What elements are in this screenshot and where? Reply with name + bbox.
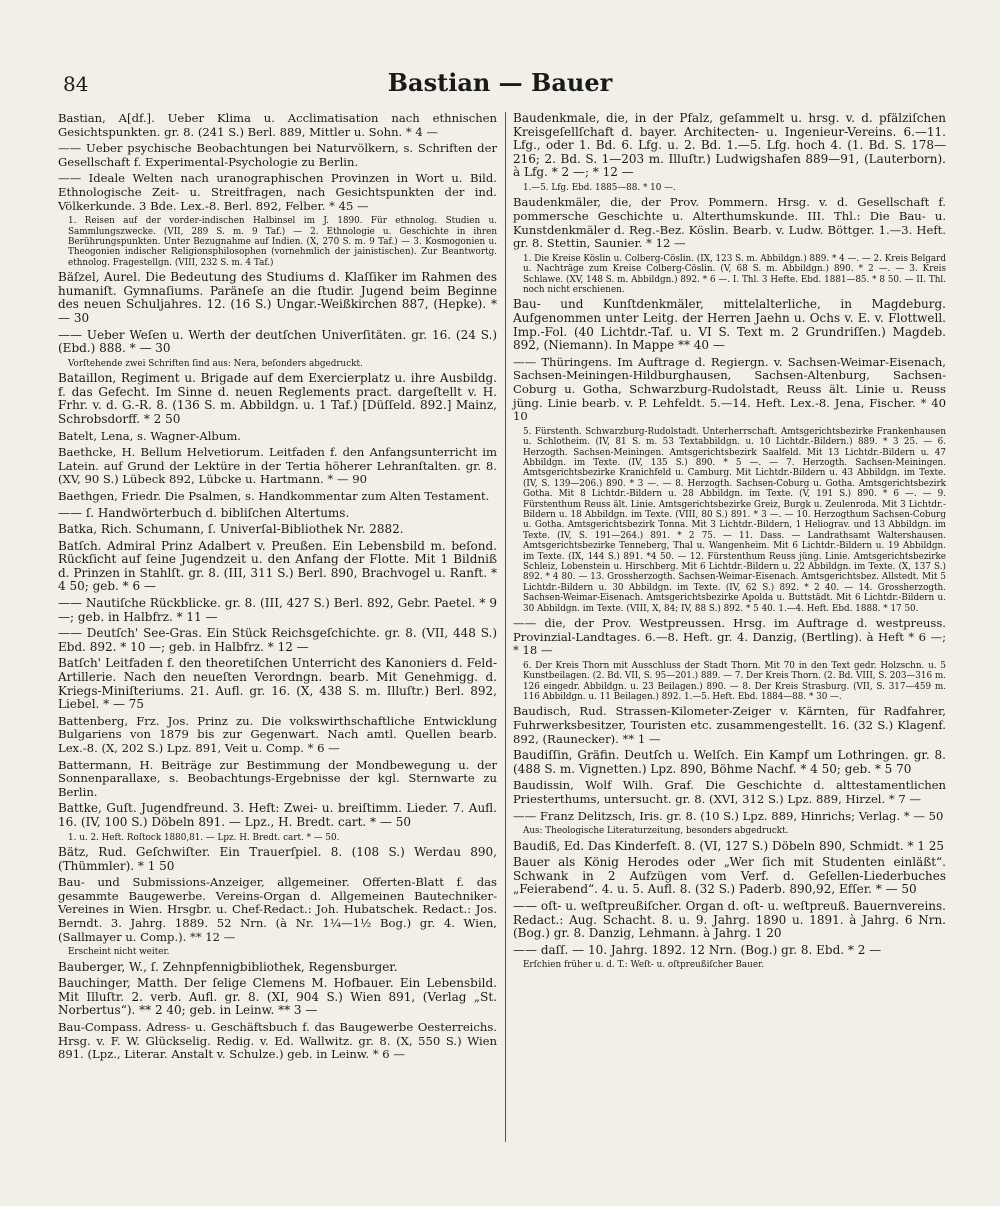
bibliography-entry: —— Franz Delitzsch, Iris. gr. 8. (10 S.) Lpz. 889, Hinrichs; Verlag. * — 50: [513, 808, 944, 823]
bibliography-entry: Bauer als König Herodes oder „Wer ſich mit Studenten einläßt“. Schwank in 2 Aufzügen vom Verf. d. Geſellen-Liederbuches „Feierabend“. 4. u. 5. Aufl. 8. (32 S.) Paderb. 890,92, Efſer. * — 50: [513, 855, 946, 897]
bibliography-entry: Bäſzel, Aurel. Die Bedeutung des Studiums d. Klaſſiker im Rahmen des humaniſt. Gymnaſiums. Paräneſe an die ſtudir. Jugend beim Beginne des neuen Schuljahres. 12. (16 S.) Ungar.-Weißkirchen 887, (Hepke). * — 30: [58, 270, 497, 325]
bibliography-entry: Bau- und Kunſtdenkmäler, mittelalterliche, in Magdeburg. Aufgenommen unter Leitg. der Herren Jaehn u. Ochs v. E. v. Flottwell. Imp.-Fol. (40 Lichtdr.-Taf. u. VI S. Text m. 2 Grundriſſen.) Magdeb. 892, (Niemann). In Mappe ** 40 —: [513, 297, 946, 353]
page-number: 84: [63, 72, 89, 96]
bibliography-entry: Baethcke, H. Bellum Helvetiorum. Leitfaden f. den Anfangsunterricht im Latein. auf Grund der Lektüre in der Tertia höherer Lehranſtalten. gr. 8. (XV, 90 S.) Lübeck 892, Lübcke u. Hartmann. * — 90: [58, 445, 497, 487]
bibliography-entry: Baudenkmale, die, in der Pfalz, geſammelt u. hrsg. v. d. pfälziſchen Kreisgeſellſchaft d. bayer. Architecten- u. Ingenieur-Vereins. 6.—11. Lfg., oder 1. Bd. 6. Lfg. u. 2. Bd. 1.—5. Lfg. hoch 4. (1. Bd. S. 178—216; 2. Bd. S. 1—203 m. Illuſtr.) Ludwigshafen 889—91, (Lauterborn). à Lfg. * 2 —; * 12 —: [513, 111, 946, 180]
bibliography-entry: —— daſſ. — 10. Jahrg. 1892. 12 Nrn. (Bog.) gr. 8. Ebd. * 2 —: [513, 942, 882, 957]
bibliography-entry: Baudiß, Ed. Das Kinderfeſt. 8. (VI, 127 S.) Döbeln 890, Schmidt. * 1 25: [513, 838, 945, 853]
entry-note: 5. Fürstenth. Schwarzburg-Rudolstadt. Unterherrschaft. Amtsgerichtsbezirke Frankenhausen u. Schlotheim. (IV, 81 S. m. 53 Textabbildgn. u. 10 Lichtdr.-Bildern.) 889. * 3 25. — 6. Herzogth. Sachsen-Meiningen. Amtsgerichtsbezirk Saalfeld. Mit 13 Lichtdr.-Bildern u. 47 Abbildgn. im Texte. (IV, 135 S.) 890. * 5 —. — 7. Herzogth. Sachsen-Meiningen. Amtsgerichtsbezirke Kranichfeld u. Camburg. Mit Lichtdr.-Bildern u. 43 Abbildgn. im Texte. (IV, S. 139—206.) 890. * 3 —. — 8. Herzogth. Sachsen-Coburg u. Gotha. Amtsgerichtsbezirk Gotha. Mit 8 Lichtdr.-Bildern u. 28 Abbildgn. im Texte. (V, 191 S.) 890. * 6 —. — 9. Fürstenthum Reuss ält. Linie. Amtsgerichtsbezirke Greiz, Burgk u. Zeulenroda. Mit 3 Lichtdr.-Bildern u. 18 Abbildgn. im Texte. (VIII, 80 S.) 891. * 3 —. — 10. Herzogthum Sachsen-Coburg u. Gotha. Amtsgerichtsbezirk Tonna. Mit 3 Lichtdr.-Bildern, 1 Heliograv. und 13 Abbildgn. im Texte. (IV, S. 191—264.) 891. * 2 75. — 11. Dass. — Landrathsamt Waltershausen. Amtsgerichtsbezirke Tenneberg, Thal u. Wangenheim. Mit 6 Lichtdr.-Bildern u. 19 Abbildgn. im Texte. (IX, 144 S.) 891. *4 50. — 12. Fürstenthum Reuss jüng. Linie. Amtsgerichtsbezirke Schleiz, Lobenstein u. Hirschberg. Mit 6 Lichtdr.-Bildern u. 22 Abbildgn. im Texte. (X, 137 S.) 892. * 4 80. — 13. Grossherzogth. Sachsen-Weimar-Eisenach. Amtsgerichtsbez. Allstedt. Mit 5 Lichtdr.-Bildern u. 30 Abbildgn. im Texte. (IV, 62 S.) 892. * 2 40. — 14. Grossherzogth. Sachsen-Weimar-Eisenach. Amtsgerichtsbezirke Apolda u. Buttstädt. Mit 6 Lichtdr.-Bildern u. 30 Abbildgn. im Texte. (VIII, X, 84; IV, 88 S.) 892. * 5 40. 1.—4. Heft. Ebd. 1888. * 17 50.: [523, 426, 946, 614]
bibliography-entry: Bastian, A[df.]. Ueber Klima u. Acclimatisation nach ethnischen Gesichtspunkten. gr. 8. (241 S.) Berl. 889, Mittler u. Sohn. * 4 —: [58, 111, 497, 139]
bibliography-entry: —— oſt- u. weſtpreußiſcher. Organ d. oſt- u. weſtpreuß. Bauernvereins. Redact.: Aug. Schacht. 8. u. 9. Jahrg. 1890 u. 1891. à Jahrg. 6 Nrn. (Bog.) gr. 8. Danzig, Lehmann. à Jahrg. 1 20: [513, 898, 946, 941]
bibliography-entry: Baudissin, Wolf Wilh. Graf. Die Geschichte d. alttestamentlichen Priesterthums, untersucht. gr. 8. (XVI, 312 S.) Lpz. 889, Hirzel. * 7 —: [513, 778, 946, 806]
entry-note: 6. Der Kreis Thorn mit Ausschluss der Stadt Thorn. Mit 70 in den Text gedr. Holzschn. u. 5 Kunstbeilagen. (2. Bd. VII, S. 95—201.) 889. — 7. Der Kreis Thorn. (2. Bd. VIII, S. 203—316 m. 126 eingedr. Abbildgn. u. 23 Beilagen.) 890. — 8. Der Kreis Strasburg. (VII, S. 317—459 m. 116 Abbildgn. u. 11 Beilagen.) 892. 1.—5. Heft. Ebd. 1884—88. * 30 —.: [523, 660, 947, 703]
running-head: Bastian — Bauer: [387, 68, 613, 97]
bibliography-entry: Batelt, Lena, s. Wagner-Album.: [58, 428, 241, 443]
bibliography-entry: Battermann, H. Beiträge zur Bestimmung der Mondbewegung u. der Sonnenparallaxe, s. Beobachtungs-Ergebnisse der kgl. Sternwarte zu Berlin.: [58, 757, 497, 799]
bibliography-entry: —— Thüringens. Im Auftrage d. Regiergn. v. Sachsen-Weimar-Eisenach, Sachsen-Meiningen-Hildburghausen, Sachsen-Altenburg, Sachsen-Coburg u. Gotha, Schwarzburg-Rudolstadt, Reuss ält. Linie u. Reuss jüng. Linie bearb. v. P. Lehfeldt. 5.—14. Heft. Lex.-8. Jena, Fischer. * 40 10: [513, 354, 946, 424]
bibliography-entry: —— Ideale Welten nach uranographischen Provinzen in Wort u. Bild. Ethnologische Zeit- u. Streitfragen, nach Gesichtspunkten der ind. Völkerkunde. 3 Bde. Lex.-8. Berl. 892, Felber. * 45 —: [58, 171, 497, 213]
bibliography-entry: Batſch' Leitfaden f. den theoretiſchen Unterricht des Kanoniers d. Feld-Artillerie. Nach den neueſten Verordngn. bearb. Mit Genehmigg. d. Kriegs-Miniſteriums. 21. Aufl. gr. 16. (X, 438 S. m. Illuſtr.) Berl. 892, Liebel. * — 75: [58, 656, 497, 712]
bibliography-entry: Baudiſſin, Gräfin. Deutſch u. Welſch. Ein Kampf um Lothringen. gr. 8. (488 S. m. Vignetten.) Lpz. 890, Böhme Nachf. * 4 50; geb. * 5 70: [513, 748, 946, 776]
bibliography-entry: Bätz, Rud. Geſchwiſter. Ein Trauerſpiel. 8. (108 S.) Werdau 890, (Thümmler). * 1 50: [58, 844, 497, 873]
bibliography-entry: —— Ueber psychische Beobachtungen bei Naturvölkern, s. Schriften der Gesellschaft f. Experimental-Psychologie zu Berlin.: [58, 141, 497, 169]
entry-note: 1.—5. Lfg. Ebd. 1885—88. * 10 —.: [523, 182, 676, 193]
entry-note: Aus: Theologische Literaturzeitung, besonders abgedruckt.: [523, 826, 789, 837]
bibliography-entry: Bau- und Submissions-Anzeiger, allgemeiner. Offerten-Blatt f. das gesammte Baugewerbe. Vereins-Organ d. Allgemeinen Bautechniker-Vereines in Wien. Hrsgbr. u. Chef-Redact.: Joh. Hubatschek. Redact.: Jos. Berndt. 3. Jahrg. 1889. 52 Nrn. (à Nr. 1¼—1½ Bog.) gr. 4. Wien, (Sallmayer u. Comp.). ** 12 —: [58, 875, 497, 944]
entry-note: Vorſtehende zwei Schriften ſind aus: Nera, beſonders abgedruckt.: [68, 358, 363, 369]
bibliography-entry: Batka, Rich. Schumann, ſ. Univerſal-Bibliothek Nr. 2882.: [58, 522, 404, 537]
bibliography-entry: Baudisch, Rud. Strassen-Kilometer-Zeiger v. Kärnten, für Radfahrer, Fuhrwerksbesitzer, Touristen etc. zusammengestellt. 16. (32 S.) Klagenf. 892, (Raunecker). ** 1 —: [513, 704, 946, 746]
right-column: [513, 112, 946, 974]
bibliography-entry: Baethgen, Friedr. Die Psalmen, s. Handkommentar zum Alten Testament.: [58, 488, 490, 503]
bibliography-entry: —— Ueber Weſen u. Werth der deutſchen Univerſitäten. gr. 16. (24 S.) (Ebd.) 888. * — 30: [58, 327, 497, 356]
bibliography-entry: Bataillon, Regiment u. Brigade auf dem Exercierplatz u. ihre Ausbildg. f. das Gefecht. Im Sinne d. neuen Reglements pract. dargeſtellt v. H. Frhr. v. d. G.-R. 8. (136 S. m. Abbildgn. u. 1 Taf.) [Düſſeld. 892.] Mainz, Schrobsdorff. * 2 50: [58, 371, 497, 426]
column-divider: [505, 112, 506, 1142]
bibliography-entry: Battke, Guſt. Jugendfreund. 3. Heft: Zwei- u. breiſtimm. Lieder. 7. Aufl. 16. (IV, 100 S.) Döbeln 891. — Lpz., H. Bredt. cart. * — 50: [58, 801, 497, 829]
bibliography-entry: —— die, der Prov. Westpreussen. Hrsg. im Auftrage d. westpreuss. Provinzial-Landtages. 6.—8. Heft. gr. 4. Danzig, (Bertling). à Heft * 6 —; * 18 —: [513, 616, 946, 658]
left-column: [58, 112, 497, 1065]
entry-note: 1. Reisen auf der vorder-indischen Halbinsel im J. 1890. Für ethnolog. Studien u. Sammlungszwecke. (VII, 289 S. m. 9 Taf.) — 2. Ethnologie u. Geschichte in ihren Berührungspunkten. Unter Bezugnahme auf Indien. (X, 270 S. m. 9 Taf.) — 3. Kosmogonien u. Theogonien indischer Religionsphilosophen (vornehmlich der jainistischen). Zur Beantwortg. ethnolog. Fragestellgn. (VIII, 232 S. m. 4 Taf.): [68, 216, 497, 268]
bibliography-entry: Bauberger, W., ſ. Zehnpfennigbibliothek, Regensburger.: [58, 959, 398, 974]
entry-note: 1. u. 2. Heft. Roſtock 1880,81. — Lpz. H. Bredt. cart. * — 50.: [68, 832, 340, 843]
entry-note: Erscheint nicht weiter.: [68, 947, 170, 958]
bibliography-entry: Bau-Compass. Adress- u. Geschäftsbuch f. das Baugewerbe Oesterreichs. Hrsg. v. F. W. Glückselig. Redig. v. Ed. Wallwitz. gr. 8. (X, 550 S.) Wien 891. (Lpz., Literar. Anstalt v. Schulze.) geb. in Leinw. * 6 —: [58, 1019, 497, 1062]
bibliography-entry: Battenberg, Frz. Jos. Prinz zu. Die volkswirthschaftliche Entwicklung Bulgariens von 1879 bis zur Gegenwart. Nach amtl. Quellen bearb. Lex.-8. (X, 202 S.) Lpz. 891, Veit u. Comp. * 6 —: [58, 713, 497, 755]
bibliography-entry: Bauchinger, Matth. Der ſelige Clemens M. Hofbauer. Ein Lebensbild. Mit Illuſtr. 2. verb. Aufl. gr. 8. (XI, 904 S.) Wien 891, (Verlag „St. Norbertus“). ** 2 40; geb. in Leinw. ** 3 —: [58, 976, 497, 1018]
entry-note: 1. Die Kreise Köslin u. Colberg-Cöslin. (IX, 123 S. m. Abbildgn.) 889. * 4 —. — 2. Kreis Belgard u. Nachträge zum Kreise Colberg-Cöslin. (V, 68 S. m. Abbildgn.) 890. * 2 —. — 3. Kreis Schlawe. (XV, 148 S. m. Abbildgn.) 892. * 6 —. I. Thl. 3 Hefte. Ebd. 1881—85. * 8 50. — II. Thl. noch nicht erschienen.: [523, 253, 947, 295]
bibliography-entry: Batſch. Admiral Prinz Adalbert v. Preußen. Ein Lebensbild m. beſond. Rückſicht auf ſeine Jugendzeit u. den Anfang der Flotte. Mit 1 Bildniß d. Prinzen in Stahlſt. gr. 8. (III, 311 S.) Berl. 890, Brachvogel u. Ranft. * 4 50; geb. * 6 —: [58, 538, 497, 594]
bibliography-entry: Baudenkmäler, die, der Prov. Pommern. Hrsg. v. d. Gesellschaft f. pommersche Geschichte u. Alterthumskunde. III. Thl.: Die Bau- u. Kunstdenkmäler d. Reg.-Bez. Köslin. Bearb. v. Ludw. Böttger. 1.—3. Heft. gr. 8. Stettin, Saunier. * 12 —: [513, 195, 946, 251]
bibliography-entry: —— ſ. Handwörterbuch d. bibliſchen Altertums.: [58, 505, 350, 520]
bibliography-entry: —— Deutſch' See-Gras. Ein Stück Reichsgeſchichte. gr. 8. (VII, 448 S.) Ebd. 892. * 10 —; geb. in Halbfrz. * 12 —: [58, 626, 497, 654]
entry-note: Erſchien früher u. d. T.: Weſt- u. oſtpreußiſcher Bauer.: [523, 960, 765, 971]
bibliography-entry: —— Nautiſche Rückblicke. gr. 8. (III, 427 S.) Berl. 892, Gebr. Paetel. * 9 —; geb. in Halbfrz. * 11 —: [58, 596, 497, 624]
